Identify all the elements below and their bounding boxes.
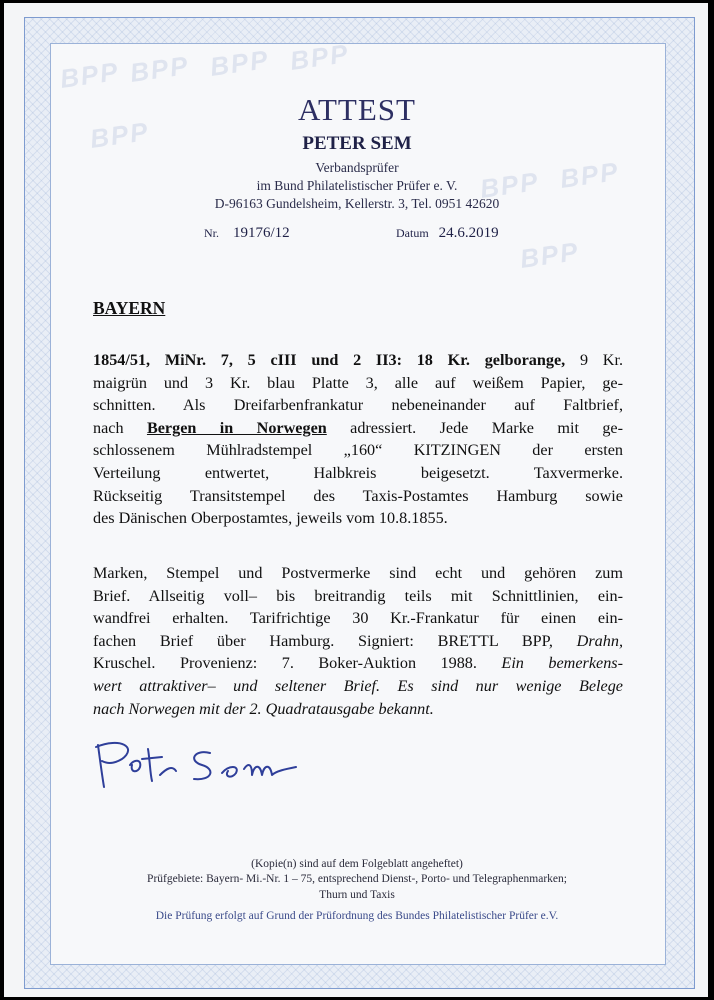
text-line — [93, 675, 623, 698]
watermark-text: BPP — [88, 116, 152, 154]
text-line: wandfrei erhalten. Tarifrichtige 30 Kr.-Frankatur für einen ein- — [93, 609, 623, 628]
description-paragraph — [93, 349, 623, 530]
assessment-paragraph — [93, 562, 623, 720]
text-fragment: nach Norwegen mit der 2. Quadratausgabe bekannt. — [93, 699, 434, 718]
date-label: Datum — [396, 226, 429, 240]
text-fragment: nach — [93, 418, 147, 437]
text-fragment: fachen Brief über Hamburg. Signiert: BRETTL BPP, — [93, 631, 553, 650]
destination: Bergen in Norwegen — [146, 418, 327, 437]
text-fragment: wert attraktiver– und seltener Brief. Es sind nur wenige Belege — [93, 676, 623, 695]
text-line — [93, 349, 623, 372]
certificate-date — [396, 225, 499, 242]
text-line: schlossenem Mühlradstempel „160“ KITZINGEN der ersten — [93, 441, 623, 460]
examiner-name: PETER SEM — [302, 133, 412, 154]
text-line: Rückseitig Transitstempel des Taxis-Postamtes Hamburg sowie — [93, 486, 623, 505]
text-fragment: Drahn, — [552, 631, 623, 650]
date-value: 24.6.2019 — [438, 225, 499, 241]
text-fragment: adressiert. Jede Marke mit ge- — [326, 418, 623, 437]
number-value: 19176/12 — [233, 225, 290, 241]
text-line — [93, 652, 623, 675]
certificate-title: ATTEST — [298, 92, 416, 127]
text-line: des Dänischen Oberpostamtes, jeweils vom 10.8.1855. — [93, 509, 448, 528]
watermark-text: BPP — [288, 38, 352, 76]
text-fragment: 9 Kr. — [565, 351, 624, 369]
text-line: Brief. Allseitig voll– bis breitrandig teils mit Schnittlinien, ein- — [93, 586, 623, 605]
examiner-address: D-96163 Gundelsheim, Kellerstr. 3, Tel. 0951 42620 — [214, 196, 500, 211]
watermark-text: BPP — [558, 156, 622, 194]
section-title: BAYERN — [93, 298, 166, 318]
expertise-areas: Prüfgebiete: Bayern- Mi.-Nr. 1 – 75, entsprechend Dienst-, Porto- und Telegraphenmarken; — [147, 873, 567, 885]
text-line: schnitten. Als Dreifarbenfrankatur nebeneinander auf Faltbrief, — [93, 396, 623, 415]
watermark-text: BPP — [478, 166, 542, 204]
text-line: maigrün und 3 Kr. blau Platte 3, alle auf weißem Papier, ge- — [93, 373, 623, 392]
expertise-areas-2: Thurn und Taxis — [319, 889, 395, 901]
number-label: Nr. — [204, 226, 219, 240]
text-line — [93, 417, 623, 440]
text-line: Marken, Stempel und Postvermerke sind echt und gehören zum — [93, 564, 623, 582]
watermark-text: BPP — [518, 236, 582, 274]
watermark-text: BPP — [58, 56, 122, 94]
text-line — [93, 630, 623, 653]
examiner-association: im Bund Philatelistischer Prüfer e. V. — [256, 178, 458, 193]
copy-note: (Kopie(n) sind auf dem Folgeblatt angeheftet) — [251, 858, 463, 870]
text-fragment: Ein bemerkens- — [476, 654, 623, 673]
watermark-text: BPP — [208, 44, 272, 82]
text-line — [93, 698, 623, 721]
text-line: Verteilung entwertet, Halbkreis beigesetzt. Taxvermerke. — [93, 463, 623, 482]
text-fragment: Kruschel. Provenienz: 7. Boker-Auktion 1988. — [93, 654, 477, 673]
watermark-text: BPP — [128, 50, 192, 88]
handwritten-signature — [90, 735, 310, 795]
examiner-role: Verbandsprüfer — [315, 160, 399, 175]
catalog-reference: 1854/51, MiNr. 7, 5 cIII und 2 II3: 18 Kr. gelborange, — [93, 351, 566, 369]
examination-rules-note: Die Prüfung erfolgt auf Grund der Prüfordnung des Bundes Philatelistischer Prüfer e.V. — [155, 910, 559, 922]
certificate-number — [204, 225, 290, 242]
